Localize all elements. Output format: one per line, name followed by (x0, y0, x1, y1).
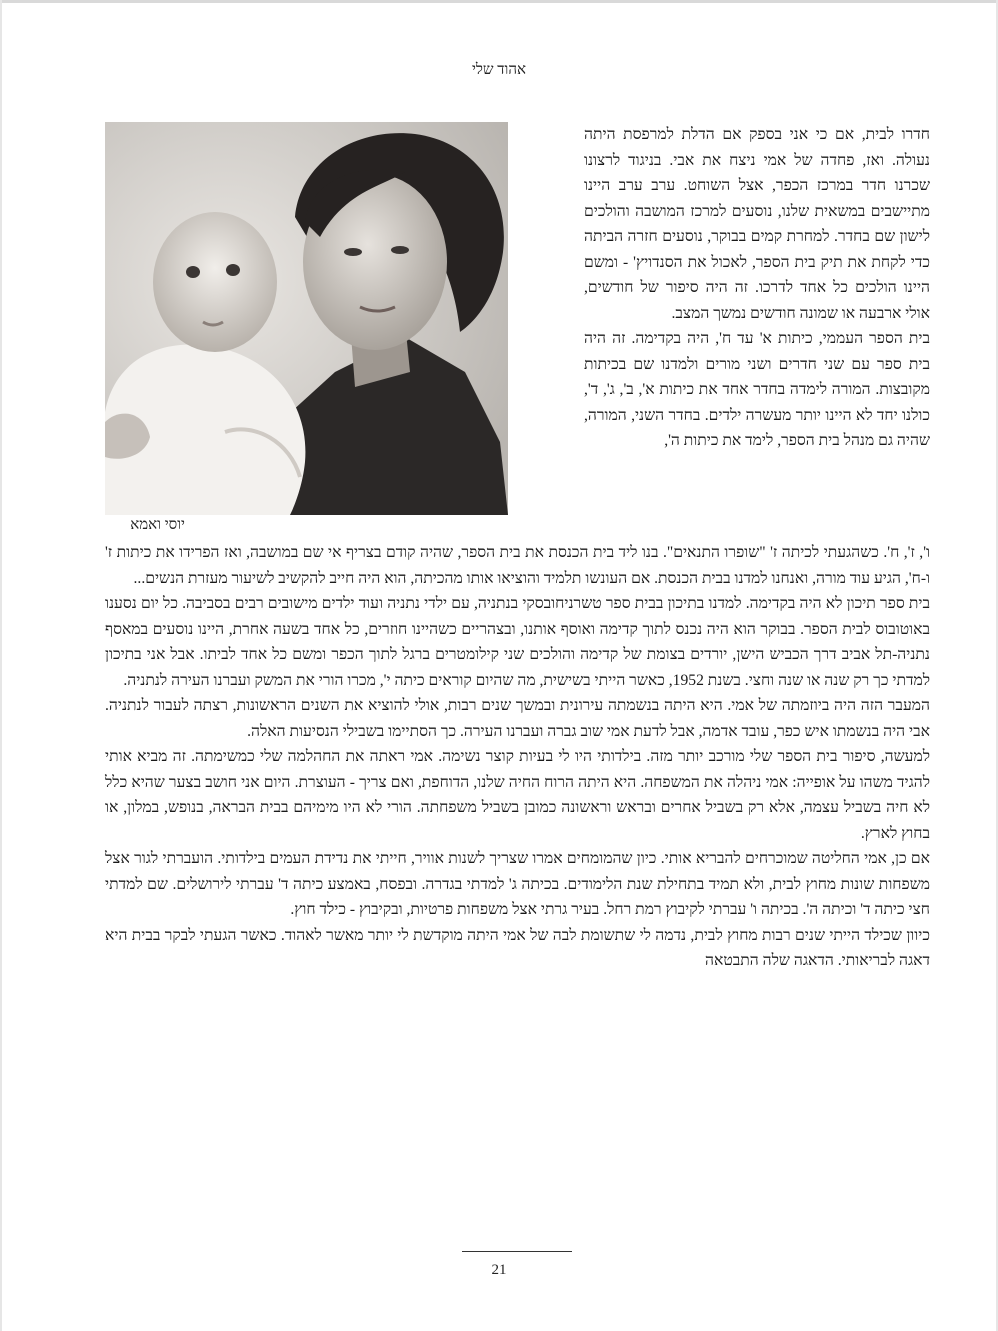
paragraph: ו', ז', ח'. כשהגעתי לכיתה ז' "שופרו התנאים". בנו ליד בית הכנסת את בית הספר, שהיה קודם בצריף אי שם במושבה, ואז הפרידו את כיתות ז' ו-ח', הגיע עוד מורה, ואנחנו למדנו בבית הכנסת. אם העונשו תלמיד והוציאו אותו מהכיתה, הוא היה חייב להקשיב לשיעור מעזרת הנשים... (105, 544, 930, 587)
page-edge (0, 0, 998, 3)
page-number: 21 (491, 1262, 507, 1278)
paragraph: כיוון שכילד הייתי שנים רבות מחוץ לבית, נדמה לי שתשומת לבה של אמי היתה מוקדשת לי יותר מאשר לאהוד. כאשר הגעתי לבקר בבית היא דאגה לבריאותי. הדאגה שלה התבטאה (105, 926, 930, 969)
body-text (105, 540, 930, 974)
mother-and-baby-photo (105, 122, 508, 515)
page-edge (0, 0, 2, 1331)
paragraph: המעבר הזה היה ביוזמתה של אמי. היא היתה בנשמתה עירונית ובמשך שנים רבות, אולי להוציא את השנים הראשונות, רצתה לעבור לנתניה. אבי היה בנשמתו איש כפר, עובד אדמה, אבל לדעת אמי שוב גברה ועברנו העירה. כך הסתיימו בשבילי הנסיעות האלה. (105, 697, 930, 740)
paragraph: בית ספר תיכון לא היה בקדימה. למדנו בתיכון בבית ספר טשרניחובסקי בנתניה, עם ילדי נתניה ועוד ילדים מישובים רבים בסביבה. כל יום נסענו באוטובוס לבית הספר. בבוקר הוא היה נכנס לתוך קדימה ואוסף אותנו, ובצהריים כשהיינו חוזרים, כל אחד בשעה אחרת, היינו נוסעים במאסף נתניה-תל אביב דרך הכביש הישן, יורדים בצומת של קדימה והולכים שני קילומטרים ברגל לתוך הכפר ומשם כל אחד לביתו. אבל אני בתיכון למדתי כך רק שנה או שנה וחצי. בשנת 1952, כאשר הייתי בשישית, מה שהיום קוראים כיתה י', מכרו הורי את המשק ועברנו העירה לנתניה. (105, 595, 930, 689)
paragraph: בית הספר העממי, כיתות א' עד ח', היה בקדימה. זה היה בית ספר עם שני חדרים ושני מורים ולמדנו שם בכיתות מקובצות. המורה לימדה בחדר אחד את כיתות א', ב', ג', ד', כולנו יחד לא היינו יותר מעשרה ילדים. בחדר השני, המורה, שהיה גם מנהל בית הספר, לימד את כיתות ה', (584, 330, 930, 449)
running-head: אהוד שלי (471, 62, 526, 78)
photo-caption: יוסי ואמא (130, 517, 185, 533)
footer-rule (462, 1251, 572, 1252)
column-text (584, 122, 930, 454)
paragraph: חדרו לבית, אם כי אני בספק אם הדלת למרפסת היתה נעולה. ואז, פחדה של אמי ניצח את אבי. בניגוד לרצונו שכרנו חדר במרכז הכפר, אצל השוחט. ערב ערב היינו מתיישבים במשאית שלנו, נוסעים למרכז המושבה והולכים לישון שם בחדר. למחרת קמים בבוקר, נוסעים חזרה הביתה כדי לקחת את תיק בית הספר, לאכול את הסנדויץ' - ומשם היינו הולכים כל אחד לדרכו. זה היה סיפור של חודשים, אולי ארבעה או שמונה חודשים נמשך המצב. (584, 126, 930, 322)
paragraph: אם כן, אמי החליטה שמוכרחים להבריא אותי. כיון שהמומחים אמרו שצריך לשנות אוויר, חייתי את נדידת העמים בילדותי. הועברתי לגור אצל משפחות שונות מחוץ לבית, ולא תמיד בתחילת שנת הלימודים. בכיתה ג' למדתי בגדרה. ובפסח, באמצע כיתה ד' עברתי לירושלים. שם למדתי חצי כיתה ד' וכיתה ה'. בכיתה ו' עברתי לקיבוץ רמת רחל. בעיר גרתי אצל משפחות פרטיות, ובקיבוץ - כילד חוץ. (105, 850, 930, 918)
paragraph: למעשה, סיפור בית הספר שלי מורכב יותר מזה. בילדותי היו לי בעיות קוצר נשימה. אמי ראתה את החהלמה שלי כמשימתה. זה מביא אותי להגיד משהו על אופייה: אמי ניהלה את המשפחה. היא היתה הרוח החיה שלנו, הדוחפת, ואם צריך - העוצרת. היום אני חושב בצער שהיא כלל לא חיה בשביל עצמה, אלא רק בשביל אחרים ובראש וראשונה כמובן בשביל משפחתה. הורי לא היו מימיהם בבית הבראה, בנופש, במלון, או בחוץ לארץ. (105, 748, 930, 842)
